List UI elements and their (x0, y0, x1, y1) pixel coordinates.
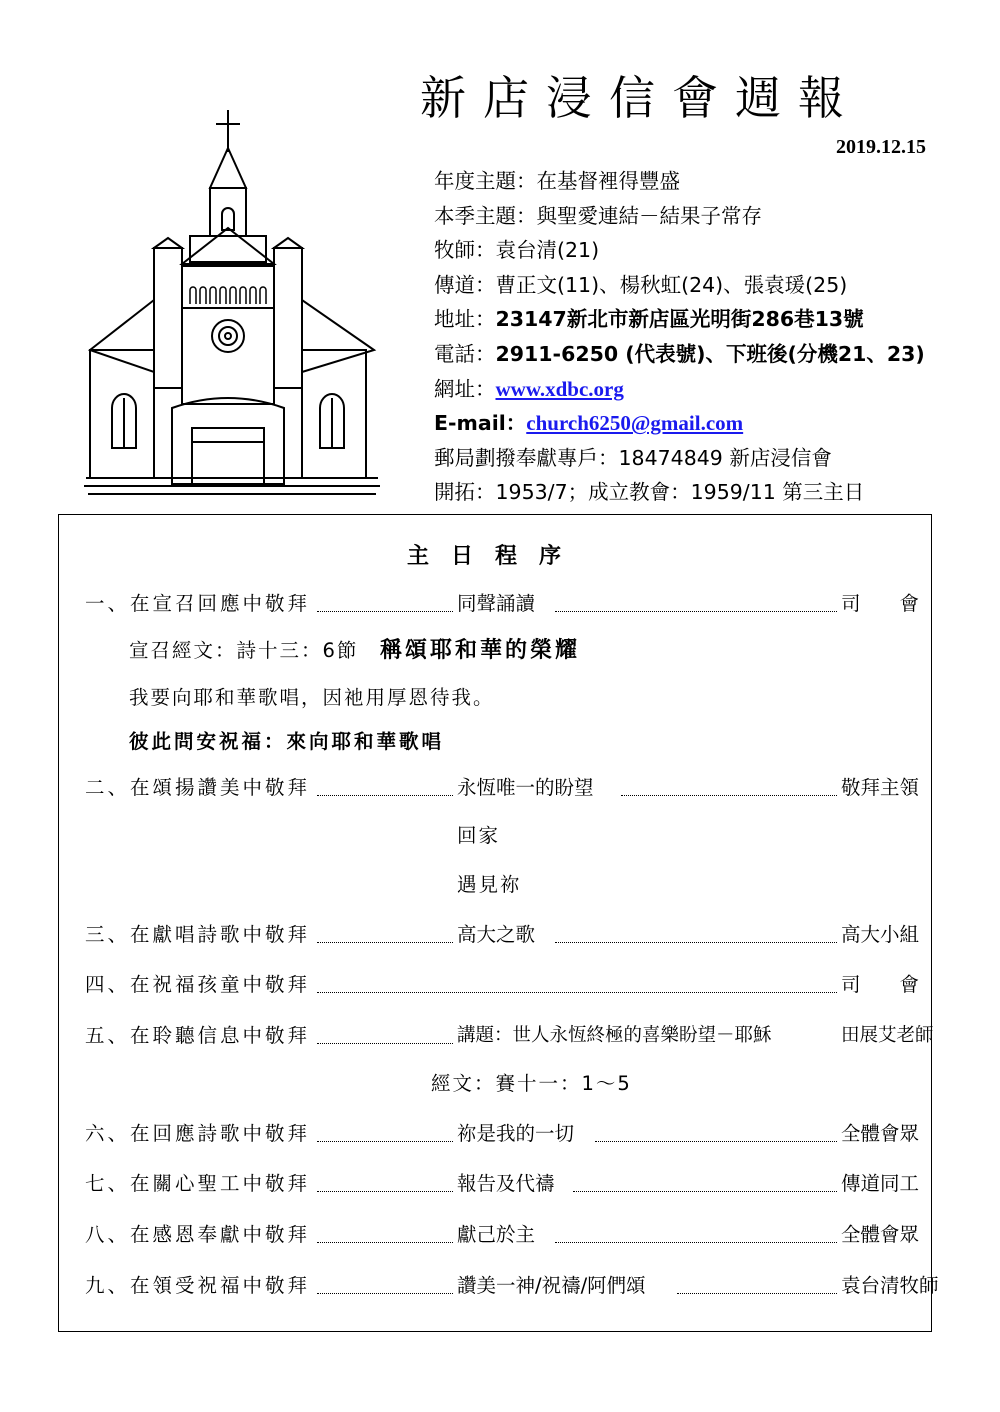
church-info (434, 164, 954, 510)
bulletin-title: 新店浸信會週報 (420, 71, 861, 125)
dot-leader (555, 1242, 837, 1243)
dot-leader (621, 795, 837, 796)
info-season-theme: 本季主題：與聖愛連結－結果子常存 (434, 203, 762, 228)
item-leader: 傳道同工 (841, 1172, 920, 1195)
item-leader: 高大小組 (841, 923, 920, 946)
song-3: 遇見祢 (457, 873, 522, 896)
info-annual-theme: 年度主題：在基督裡得豐盛 (434, 169, 680, 193)
email-link[interactable]: church6250@gmail.com (526, 411, 744, 436)
song-2: 回家 (457, 824, 501, 847)
greeting-text: 彼此問安祝福：來向耶和華歌唱 (129, 730, 445, 753)
info-website: 網址：www.xdbc.org (434, 376, 624, 401)
info-founded: 開拓：1953/7；成立教會：1959/11 第三主日 (434, 480, 865, 505)
item-label: 八、在感恩奉獻中敬拜 (85, 1223, 311, 1246)
program-item-6 (85, 1119, 920, 1149)
item-content: 祢是我的一切 (457, 1122, 575, 1145)
info-phone: 電話：2911-6250 (代表號)、下班後(分機21、23) (434, 341, 925, 366)
worship-program-box (58, 514, 939, 1332)
program-item-1 (85, 589, 920, 619)
dot-leader (317, 795, 453, 796)
program-item-4 (85, 970, 920, 1000)
info-postal-account: 郵局劃撥奉獻專戶：18474849 新店浸信會 (434, 445, 832, 470)
item-leader: 袁台清牧師 (841, 1274, 939, 1297)
dot-leader (317, 992, 837, 993)
dot-leader (317, 611, 453, 612)
item-leader: 敬拜主領 (841, 776, 920, 799)
program-item-7 (85, 1169, 920, 1199)
item-content: 報告及代禱 (457, 1172, 555, 1195)
item-label: 二、在頌揚讚美中敬拜 (85, 776, 311, 799)
item-label: 三、在獻唱詩歌中敬拜 (85, 923, 311, 946)
item-content: 獻己於主 (457, 1223, 536, 1246)
dot-leader (317, 1043, 453, 1044)
item-leader: 田展艾老師 (841, 1025, 934, 1046)
dot-leader (317, 942, 453, 943)
item-label: 六、在回應詩歌中敬拜 (85, 1122, 311, 1145)
item-content: 讚美一神/祝禱/阿們頌 (457, 1274, 646, 1297)
item-leader: 全體會眾 (841, 1223, 920, 1246)
program-item-3 (85, 920, 920, 950)
item-leader: 司 會 (841, 592, 920, 615)
info-address: 地址：23147新北市新店區光明街286巷13號 (434, 307, 864, 332)
call-verse: 宣召經文：詩十三：6節 稱頌耶和華的榮耀 (129, 638, 580, 663)
dot-leader (555, 611, 837, 612)
program-item-9 (85, 1271, 939, 1301)
dot-leader (317, 1141, 453, 1142)
church-illustration (82, 108, 382, 500)
item-label: 四、在祝福孩童中敬拜 (85, 973, 311, 996)
program-item-5 (85, 1021, 934, 1051)
dot-leader (317, 1242, 453, 1243)
item-content: 永恆唯一的盼望 (457, 776, 594, 799)
item-label: 七、在關心聖工中敬拜 (85, 1172, 311, 1195)
item-label: 九、在領受祝福中敬拜 (85, 1274, 311, 1297)
info-preachers: 傳道：曹正文(11)、楊秋虹(24)、張袁瑗(25) (434, 272, 848, 297)
dot-leader (317, 1293, 453, 1294)
info-pastor: 牧師：袁台清(21) (434, 238, 600, 263)
item-content: 同聲誦讀 (457, 592, 536, 615)
item-leader: 全體會眾 (841, 1122, 920, 1145)
item-leader: 司 會 (841, 973, 920, 996)
dot-leader (573, 1191, 837, 1192)
item-label: 一、在宣召回應中敬拜 (85, 592, 311, 615)
website-link[interactable]: www.xdbc.org (495, 376, 624, 401)
program-title: 主日程序 (406, 544, 583, 569)
call-verse-text: 我要向耶和華歌唱，因祂用厚恩待我。 (129, 686, 495, 709)
item-content: 講題：世人永恆終極的喜樂盼望－耶穌 (457, 1025, 772, 1046)
dot-leader (555, 942, 837, 943)
program-item-2 (85, 773, 920, 803)
dot-leader (317, 1191, 453, 1192)
item-content: 高大之歌 (457, 923, 536, 946)
item-label: 五、在聆聽信息中敬拜 (85, 1024, 311, 1047)
program-item-8 (85, 1220, 920, 1250)
dot-leader (595, 1141, 837, 1142)
info-email: E-mail：church6250@gmail.com (434, 411, 744, 436)
scripture-reference: 經文：賽十一：1～5 (431, 1072, 632, 1095)
dot-leader (677, 1293, 837, 1294)
bulletin-date: 2019.12.15 (836, 136, 926, 158)
